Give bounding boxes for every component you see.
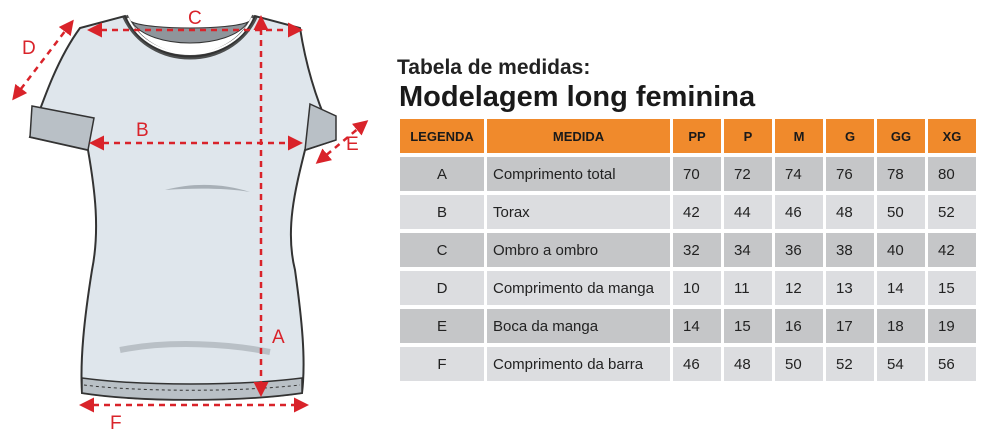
size-value-cell: 52 xyxy=(928,195,976,233)
measure-cell: Comprimento da barra xyxy=(487,347,670,385)
label-a: A xyxy=(272,327,285,348)
column-header-gg: GG xyxy=(877,119,925,157)
size-value-cell: 42 xyxy=(928,233,976,271)
size-value-cell: 78 xyxy=(877,157,925,195)
column-header-g: G xyxy=(826,119,874,157)
sleeve-hem-right xyxy=(305,104,336,150)
legend-cell: A xyxy=(400,157,484,195)
size-value-cell: 46 xyxy=(673,347,721,385)
size-value-cell: 52 xyxy=(826,347,874,385)
size-value-cell: 10 xyxy=(673,271,721,309)
size-value-cell: 70 xyxy=(673,157,721,195)
size-value-cell: 12 xyxy=(775,271,823,309)
table-heading: Tabela de medidas: xyxy=(397,56,591,79)
size-value-cell: 40 xyxy=(877,233,925,271)
table-subheading: Modelagem long feminina xyxy=(399,81,756,113)
table-row xyxy=(400,347,976,385)
column-header-m: M xyxy=(775,119,823,157)
label-c: C xyxy=(188,8,202,29)
legend-cell: C xyxy=(400,233,484,271)
size-value-cell: 50 xyxy=(775,347,823,385)
legend-cell: F xyxy=(400,347,484,385)
size-value-cell: 16 xyxy=(775,309,823,347)
column-header-legenda: LEGENDA xyxy=(400,119,484,157)
size-value-cell: 76 xyxy=(826,157,874,195)
measure-cell: Ombro a ombro xyxy=(487,233,670,271)
size-value-cell: 11 xyxy=(724,271,772,309)
label-f: F xyxy=(110,413,122,434)
table-row xyxy=(400,195,976,233)
size-value-cell: 80 xyxy=(928,157,976,195)
size-value-cell: 15 xyxy=(928,271,976,309)
column-header-pp: PP xyxy=(673,119,721,157)
label-e: E xyxy=(346,134,359,155)
size-table xyxy=(397,119,979,385)
table-header-row xyxy=(400,119,976,157)
table-row xyxy=(400,157,976,195)
size-value-cell: 46 xyxy=(775,195,823,233)
size-value-cell: 56 xyxy=(928,347,976,385)
size-value-cell: 42 xyxy=(673,195,721,233)
measure-cell: Boca da manga xyxy=(487,309,670,347)
size-value-cell: 19 xyxy=(928,309,976,347)
size-value-cell: 15 xyxy=(724,309,772,347)
measure-cell: Torax xyxy=(487,195,670,233)
size-value-cell: 14 xyxy=(877,271,925,309)
size-value-cell: 18 xyxy=(877,309,925,347)
size-value-cell: 72 xyxy=(724,157,772,195)
legend-cell: B xyxy=(400,195,484,233)
size-value-cell: 48 xyxy=(826,195,874,233)
size-value-cell: 13 xyxy=(826,271,874,309)
table-row xyxy=(400,233,976,271)
column-header-p: P xyxy=(724,119,772,157)
column-header-medida: MEDIDA xyxy=(487,119,670,157)
table-row xyxy=(400,309,976,347)
size-value-cell: 17 xyxy=(826,309,874,347)
size-value-cell: 74 xyxy=(775,157,823,195)
size-value-cell: 36 xyxy=(775,233,823,271)
measure-cell: Comprimento total xyxy=(487,157,670,195)
size-value-cell: 32 xyxy=(673,233,721,271)
legend-cell: E xyxy=(400,309,484,347)
size-value-cell: 54 xyxy=(877,347,925,385)
size-value-cell: 34 xyxy=(724,233,772,271)
label-d: D xyxy=(22,38,36,59)
table-row xyxy=(400,271,976,309)
size-value-cell: 48 xyxy=(724,347,772,385)
tshirt-measurement-diagram xyxy=(0,0,380,440)
size-value-cell: 38 xyxy=(826,233,874,271)
size-value-cell: 50 xyxy=(877,195,925,233)
legend-cell: D xyxy=(400,271,484,309)
size-value-cell: 44 xyxy=(724,195,772,233)
label-b: B xyxy=(136,120,149,141)
measure-cell: Comprimento da manga xyxy=(487,271,670,309)
column-header-xg: XG xyxy=(928,119,976,157)
size-value-cell: 14 xyxy=(673,309,721,347)
